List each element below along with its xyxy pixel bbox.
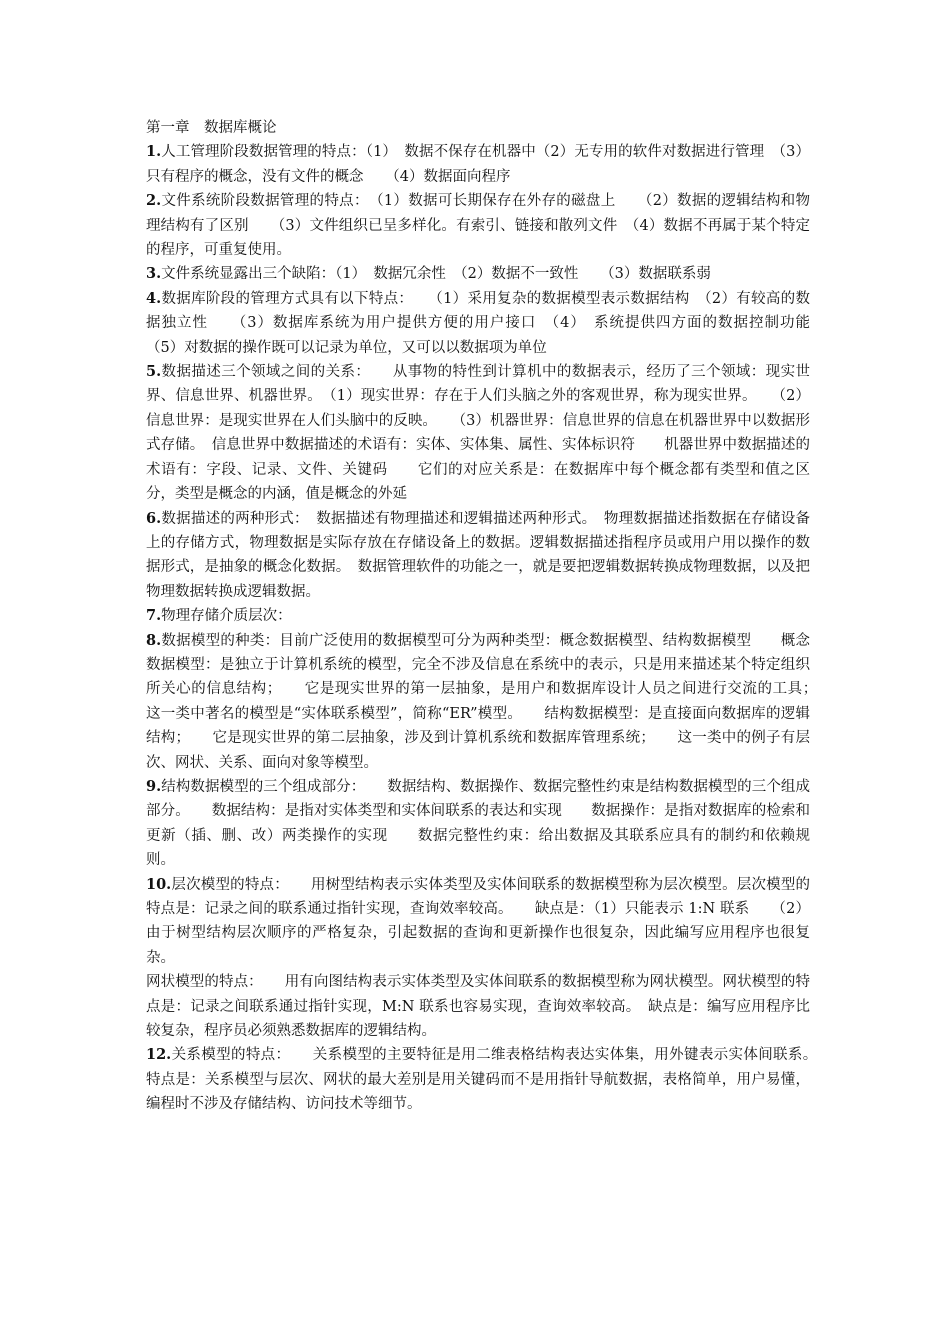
item-text: 数据描述的两种形式： 数据描述有物理描述和逻辑描述两种形式。 物理数据描述指数据在存储设备上的存储方式，物理数据是实际存放在存储设备上的数据。逻辑数据描述指程序员或用户用以操作的数据形式，是抽象的概念化数据。 数据管理软件的功能之一，就是要把逻辑数据转换成物理数据，以及把物理数据转换成逻辑数据。 — [146, 510, 810, 600]
item-number: 9. — [146, 777, 162, 795]
item-number: 8. — [146, 631, 162, 649]
item-text: 文件系统阶段数据管理的特点： （1）数据可长期保存在外存的磁盘上 （2）数据的逻辑结构和物理结构有了区别 （3）文件组织已呈多样化。有索引、链接和散列文件 （4）数据不再属于某个特定的程序，可重复使用。 — [146, 193, 810, 259]
item-text: 物理存储介质层次： — [161, 608, 292, 625]
chapter-title: 第一章 数据库概论 — [146, 120, 277, 136]
item-number: 2. — [146, 192, 162, 210]
item-text: 结构数据模型的三个组成部分： 数据结构、数据操作、数据完整性约束是结构数据模型的三个组成部分。 数据结构：是指对实体类型和实体间联系的表达和实现 数据操作：是指对数据库的检索和更新（插、删、改）两类操作的实现 数据完整性约束：给出数据及其联系应具有的制约和依赖规则。 — [146, 778, 810, 869]
paragraph-3 — [146, 262, 810, 286]
paragraph-9 — [146, 775, 810, 873]
item-number: 7. — [146, 607, 162, 625]
paragraph-8 — [146, 629, 839, 775]
item-number: 3. — [146, 265, 162, 283]
paragraph-1 — [146, 140, 810, 189]
item-text: 文件系统显露出三个缺陷：（1） 数据冗余性 （2）数据不一致性 （3）数据联系弱 — [161, 266, 711, 283]
item-text: 人工管理阶段数据管理的特点：（1） 数据不保存在机器中（2）无专用的软件对数据进行管理 （3）只有程序的概念，没有文件的概念 （4）数据面向程序 — [146, 144, 810, 185]
item-text: 数据库阶段的管理方式具有以下特点： （1）采用复杂的数据模型表示数据结构 （2）有较高的数据独立性 （3）数据库系统为用户提供方便的用户接口 （4） 系统提供四方面的数据控制功能 （5）对数据的操作既可以记录为单位，又可以以数据项为单位 — [146, 290, 839, 356]
item-number: 5. — [146, 363, 162, 381]
item-text: 数据描述三个领域之间的关系： 从事物的特性到计算机中的数据表示，经历了三个领域：现实世界、信息世界、机器世界。 （1）现实世界：存在于人们头脑之外的客观世界，称为现实世界。 （2）信息世界：是现实世界在人们头脑中的反映。 （3）机器世界：信息世界的信息在机器世界中以数据形式存储。 信息世界中数据描述的术语有：实体、实体集、属性、实体标识符 机器世界中数据描述的术语有：字段、记录、文件、关键码 它们的对应关系是：在数据库中每个概念都有类型和值之区分，类型是概念的内涵，值是概念的外延 — [146, 364, 810, 503]
item-text: 数据模型的种类：目前广泛使用的数据模型可分为两种类型：概念数据模型、结构数据模型 概念数据模型：是独立于计算机系统的模型，完全不涉及信息在系统中的表示，只是用来描述某个特定组织所关心的信息结构； 它是现实世界的第一层抽象，是用户和数据库设计人员之间进行交流的工具； 这一类中著名的模型是“实体联系模型”，简称“ER”模型。 结构数据模型：是直接面向数据库的逻辑结构； 它是现实世界的第二层抽象，涉及到计算机系统和数据库管理系统； 这一类中的例子有层次、网状、关系、面向对象等模型。 — [146, 632, 839, 771]
item-number: 4. — [146, 289, 162, 307]
item-number: 6. — [146, 509, 162, 527]
item-number: 12. — [146, 1046, 172, 1064]
paragraph-6 — [146, 507, 810, 605]
item-number: 1. — [146, 143, 162, 161]
paragraph-10 — [146, 873, 810, 971]
paragraph-2 — [146, 189, 810, 262]
paragraph-11 — [146, 970, 810, 1043]
document-page — [146, 116, 839, 1117]
paragraph-5 — [146, 360, 810, 506]
item-number: 10. — [146, 875, 172, 893]
paragraph-4 — [146, 287, 839, 360]
item-text: 网状模型的特点： 用有向图结构表示实体类型及实体间联系的数据模型称为网状模型。网状模型的特点是：记录之间联系通过指针实现，M:N 联系也容易实现，查询效率较高。 缺点是：编写应用程序比较复杂，程序员必须熟悉数据库的逻辑结构。 — [146, 974, 810, 1040]
paragraph-12 — [146, 1043, 839, 1116]
item-text: 关系模型的特点： 关系模型的主要特征是用二维表格结构表达实体集，用外键表示实体间联系。 特点是：关系模型与层次、网状的最大差别是用关键码而不是用指针导航数据，表格简单，用户易懂，编程时不涉及存储结构、访问技术等细节。 — [146, 1047, 839, 1113]
paragraph-7 — [146, 604, 810, 628]
item-text: 层次模型的特点： 用树型结构表示实体类型及实体间联系的数据模型称为层次模型。层次模型的特点是：记录之间的联系通过指针实现，查询效率较高。 缺点是：（1）只能表示 1:N 联系 （2）由于树型结构层次顺序的严格复杂，引起数据的查询和更新操作也很复杂，因此编写应用程序也很复杂。 — [146, 876, 810, 966]
